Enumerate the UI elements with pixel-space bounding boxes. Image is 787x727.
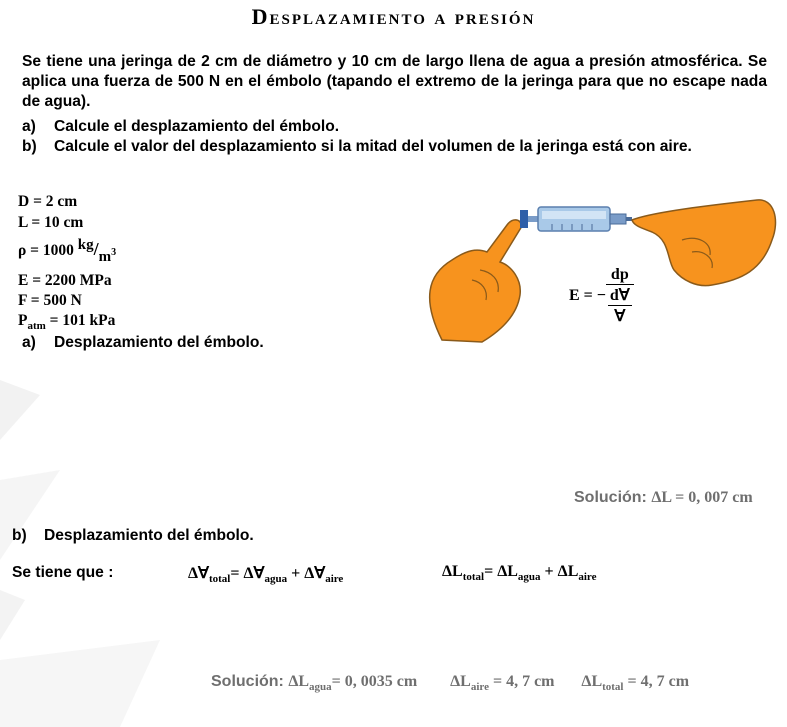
part-b-text: Desplazamiento del émbolo. — [44, 527, 254, 544]
eq1-a-sub: total — [208, 573, 231, 585]
density-exp: 3 — [111, 247, 117, 259]
syringe-icon — [520, 207, 632, 231]
item-text: Calcule el valor del desplazamiento si la mitad del volumen de la jeringa está con aire. — [54, 138, 692, 155]
eq2-a: ΔL — [442, 563, 463, 580]
data-density: ρ = 1000 $^{kg}/_{m^3}$ — [18, 237, 117, 266]
item-label: b) — [22, 138, 37, 155]
eq2-a-sub: total — [462, 571, 485, 583]
data-elasticity: E = 2200 MPa — [18, 272, 112, 289]
solution-agua — [288, 673, 418, 693]
eq2-c-sub: aire — [578, 571, 597, 583]
item-text: Calcule el desplazamiento del émbolo. — [54, 118, 340, 135]
eq1-c: + Δ∀ — [287, 565, 326, 582]
problem-statement: Se tiene una jeringa de 2 cm de diámetro y 10 cm de largo llena de agua a presión atmosférica. Se aplica una fuerza de 500 N en el émbolo (tapando el extremo de la jeringa para que no escape nada de agua). — [22, 53, 767, 110]
density-prefix: ρ = 1000 — [18, 242, 78, 260]
data-diameter: D = 2 cm — [18, 193, 78, 210]
solution-label: Solución: — [211, 673, 284, 690]
right-hand-icon — [632, 200, 776, 286]
sol1-val: = 0, 0035 cm — [331, 673, 418, 690]
part-a-text: Desplazamiento del émbolo. — [54, 334, 264, 351]
part-b-solution — [211, 673, 689, 693]
sol2-val: = 4, 7 cm — [488, 673, 555, 690]
eq1-a: Δ∀ — [188, 565, 209, 582]
part-a-label: a) — [22, 334, 36, 351]
data-patm — [18, 312, 115, 335]
eq2-b: = ΔL — [484, 563, 518, 580]
sol1-sub: agua — [309, 681, 332, 693]
eq2-c: + ΔL — [540, 563, 579, 580]
volume-equation — [188, 563, 343, 585]
part-a-heading — [22, 334, 264, 352]
sol1-a: ΔL — [288, 673, 310, 690]
eq1-b-sub: agua — [264, 573, 288, 585]
formula-numerator: dp — [606, 266, 634, 285]
eq1-b: = Δ∀ — [230, 565, 265, 582]
part-b-heading — [12, 527, 254, 545]
page-title: Desplazamiento a presión — [251, 4, 536, 29]
solution-value: ΔL = 0, 007 cm — [651, 489, 753, 506]
patm-subscript: atm — [27, 320, 46, 332]
data-force: F = 500 N — [18, 292, 82, 309]
problem-item-a — [22, 117, 767, 137]
formula-den-numerator: d∀ — [609, 287, 630, 304]
patm-value: = 101 kPa — [45, 312, 116, 329]
sol2-sub: aire — [470, 681, 489, 693]
density-kg: kg — [77, 237, 94, 253]
patm-symbol: P — [18, 312, 28, 329]
sol3-val: = 4, 7 cm — [623, 673, 690, 690]
formula-lhs: E = − — [569, 287, 606, 304]
part-a-solution — [574, 489, 753, 507]
density-m: m — [98, 249, 112, 266]
item-label: a) — [22, 118, 36, 135]
se-tiene-que: Se tiene que : — [12, 564, 114, 581]
eq1-c-sub: aire — [325, 573, 344, 585]
left-hand-icon — [430, 220, 522, 342]
part-b-label: b) — [12, 527, 27, 544]
problem-item-b — [22, 137, 767, 157]
length-equation — [442, 563, 597, 583]
sol3-a: ΔL — [581, 673, 603, 690]
data-length: L = 10 cm — [18, 214, 84, 231]
formula-den-denominator: ∀ — [614, 308, 626, 325]
sol2-a: ΔL — [450, 673, 471, 690]
sol3-sub: total — [602, 681, 624, 693]
bulk-modulus-formula — [569, 266, 634, 326]
eq2-b-sub: agua — [517, 571, 541, 583]
solution-label: Solución: — [574, 489, 647, 506]
solution-total — [581, 673, 690, 693]
solution-aire — [450, 673, 555, 693]
